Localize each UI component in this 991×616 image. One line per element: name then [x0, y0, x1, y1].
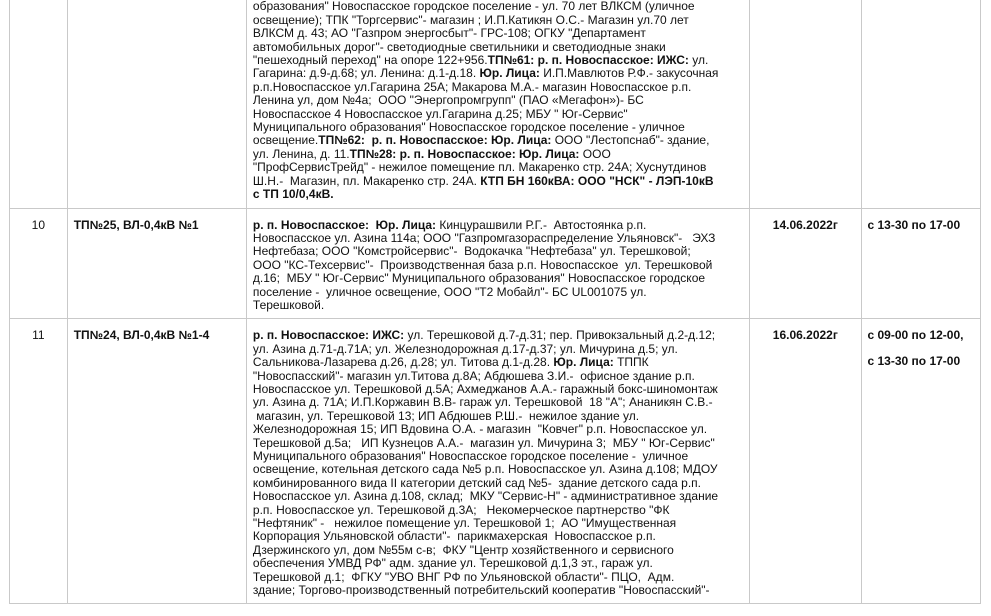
row-number — [10, 0, 68, 208]
consumer-list-line — [253, 161, 743, 174]
consumer-list-line — [253, 396, 743, 409]
consumer-list-line — [253, 450, 743, 463]
consumer-list-line — [253, 54, 743, 67]
consumer-list-line — [253, 423, 743, 436]
consumer-list-text: Ш.Н.- Магазин, пл. Макаренко стр. 24А. — [252, 173, 481, 188]
consumer-list-text: ул. — [688, 53, 709, 68]
consumer-list-line — [253, 437, 743, 450]
consumer-list-text: обеспечения УМВД РФ" адм. здание ул. Терешковой д.1,3 эт., гараж ул. — [252, 556, 653, 571]
consumer-list-text: Терешковой д.5а; ИП Кузнецов А.А.- магазин ул. Мичурина 3; МБУ " Юг-Сервис" — [252, 435, 715, 450]
power-line-name — [67, 0, 246, 208]
consumer-list-text: поселение - уличное освещение, ООО "Т2 Мобайл"- БС UL001075 ул. — [252, 284, 647, 299]
row-number: 10 — [10, 208, 68, 319]
row-number: 11 — [10, 319, 68, 604]
consumer-list-line — [253, 148, 743, 161]
consumer-list-line — [253, 41, 743, 54]
consumer-list-text: ООО "КС-Техсервис"- Производственная база р.п. Новоспасское ул. Терешковой — [252, 257, 713, 272]
outage-time-range: с 09-00 по 12-00, — [867, 328, 964, 343]
consumer-list-line — [253, 530, 743, 543]
consumer-list-text: Сальникова-Лазарева д.26, д.28; ул. Титова д.1-д.28. — [252, 355, 554, 370]
outage-date — [750, 0, 861, 208]
consumer-list-text: ул. Азина д. 71А; И.П.Коржавин В.В- гараж ул. Терешковой 18 "А"; Ананикян С.В.- — [252, 395, 713, 410]
consumer-list-bold-text: Юр. Лица: — [553, 355, 614, 370]
consumer-list-text: здание; Торгово-производственный потребительский кооператив "Новоспасский"- — [252, 583, 710, 598]
consumer-list-bold-text: ТП№62: р. п. Новоспасское: Юр. Лица: — [318, 133, 552, 148]
consumer-list-text: Корпорация Ульяновской области"- парикмахерская Новоспасское р.п. — [252, 529, 656, 544]
consumer-list-text: Железнодорожная 15; ИП Вдовина О.А. - магазин "Ковчег" р.п. Новоспасское ул. — [252, 422, 708, 437]
consumer-list-line — [253, 219, 743, 232]
consumer-list — [246, 0, 749, 208]
consumer-list-line — [253, 121, 743, 134]
outage-time — [861, 0, 981, 208]
consumer-list-text: ул. Ленина, д. 11. — [252, 146, 350, 161]
consumer-list-text: Новоспасское ул. Терешковой д.5А; Ахмеджанов А.А.- гаражный бокс-шиномонтаж — [252, 381, 718, 396]
consumer-list-text: Нефтебаза; ООО "Комстройсервис"- Водокачка "Нефтебаза" ул. Терешковой; — [252, 244, 691, 259]
table-row — [10, 208, 981, 319]
consumer-list-line — [253, 463, 743, 476]
consumer-list-text: р.п. Новоспасское ул. Терешковой д.3А; Некомерческое партнерство "ФК — [252, 502, 670, 517]
consumer-list-text: ул. Азина д.71-д.71А; ул. Железнодорожная д.17-д.37; ул. Мичурина д.5; ул. — [252, 341, 678, 356]
consumer-list-text: ул. Терешковой д.7-д.31; пер. Привокзальный д.2-д.12; — [404, 328, 716, 343]
consumer-list-line — [253, 232, 743, 245]
consumer-list-bold-text: р. п. Новоспасское: Юр. Лица: — [252, 217, 437, 232]
consumer-list-text: р.п.Новоспасское ул.Гагарина 25А; Макарова М.А.- магазин Новоспасское р.п. — [252, 79, 692, 94]
consumer-list-bold-text: ТП№28: р. п. Новоспасское: Юр. Лица: — [349, 146, 580, 161]
consumer-list-text: ВЛКСМ д. 43; АО "Газпром энергосбыт"- ГРС-108; ОГКУ "Департамент — [252, 26, 646, 41]
consumer-list-text: "пешеходный переход" на опоре 122+956. — [252, 53, 488, 68]
consumer-list-text: освещение. — [252, 133, 319, 148]
outage-date: 14.06.2022г — [750, 208, 861, 319]
consumer-list-text: ТППК — [613, 355, 649, 370]
power-line-name: ТП№24, ВЛ-0,4кВ №1-4 — [67, 319, 246, 604]
consumer-list-text: Терешковой д.1; ФГКУ "УВО ВНГ РФ по Ульяновской области"- ПЦО, Адм. — [252, 569, 675, 584]
consumer-list-text: Новоспасское ул. Азина д.108, склад; МКУ "Сервис-Н" - административное здание — [252, 489, 719, 504]
consumer-list-line — [253, 356, 743, 369]
consumer-list-line — [253, 108, 743, 121]
consumer-list-line — [253, 343, 743, 356]
consumer-list-text: магазин, ул. Терешковой 13; ИП Абдюшев Р.Ш.- нежилое здание ул. — [252, 408, 640, 423]
consumer-list-line — [253, 490, 743, 503]
consumer-list-text: Ленина ул, дом №4а; ООО "Энергопромгрупп" (ПАО «Мегафон»)- БС — [252, 93, 644, 108]
consumer-list-text: ООО "Лестопснаб"- здание, — [551, 133, 710, 148]
consumer-list-line — [253, 67, 743, 80]
consumer-list-line — [253, 286, 743, 299]
outage-time-range: с 13-30 по 17-00 — [867, 353, 961, 368]
table-body — [10, 0, 981, 604]
consumer-list-text: Терешковой. — [252, 297, 325, 312]
consumer-list-text: "Новоспасский"- магазин ул.Титова д.8А; Абдюшева З.И.- офисное здание р.п. — [252, 368, 695, 383]
consumer-list-text: ООО — [579, 146, 611, 161]
consumer-list-line — [253, 410, 743, 423]
consumer-list-text: Дзержинского ул, дом №55м с-в; ФКУ "Центр хозяйственного и сервисного — [252, 542, 674, 557]
power-line-name: ТП№25, ВЛ-0,4кВ №1 — [67, 208, 246, 319]
consumer-list — [246, 319, 749, 604]
outage-time — [861, 319, 981, 604]
consumer-list-bold-text: Юр. Лица: — [479, 66, 540, 81]
consumer-list-text: комбинированного вида II категории детский сад №5- здание детского сада р.п. — [252, 475, 701, 490]
consumer-list-text: И.П.Мавлютов Р.Ф.- закусочная — [539, 66, 719, 81]
consumer-list-line — [253, 259, 743, 272]
outage-time-range: с 13-30 по 17-00 — [867, 217, 961, 232]
consumer-list-line — [253, 245, 743, 258]
consumer-list-line — [253, 329, 743, 342]
consumer-list-bold-text: с ТП 10/0,4кВ. — [252, 187, 334, 202]
consumer-list-line — [253, 188, 743, 201]
consumer-list — [246, 208, 749, 319]
consumer-list-text: образования" Новоспасское городское поселение - ул. 70 лет ВЛКСМ (уличное — [252, 0, 695, 14]
consumer-list-text: освещение, котельная детского сада №5 р.п. Новоспасское ул. Азина д.108; МДОУ — [252, 462, 718, 477]
consumer-list-line — [253, 27, 743, 40]
consumer-list-line — [253, 14, 743, 27]
consumer-list-text: Кинцурашвили Р.Г.- Автостоянка р.п. — [436, 217, 647, 232]
consumer-list-line — [253, 571, 743, 584]
consumer-list-text: "Нефтяник" - нежилое помещение ул. Терешковой 1; АО "Имущественная — [252, 516, 677, 531]
consumer-list-line — [253, 370, 743, 383]
table-row — [10, 0, 981, 208]
consumer-list-line — [253, 544, 743, 557]
consumer-list-text: Муниципального образования" Новоспасское городское поселение - уличное — [252, 120, 685, 135]
consumer-list-text: Муниципального образования" Новоспасское городское поселение - уличное — [252, 449, 689, 463]
consumer-list-bold-text: р. п. Новоспасское: ИЖС: — [252, 328, 405, 343]
consumer-list-line — [253, 299, 743, 312]
consumer-list-line — [253, 94, 743, 107]
outage-date: 16.06.2022г — [750, 319, 861, 604]
outage-time — [861, 208, 981, 319]
consumer-list-text: Новоспасское 4 Новоспасское ул.Гагарина д.25; МБУ " Юг-Сервис" — [252, 106, 628, 121]
consumer-list-line — [253, 0, 743, 13]
consumer-list-line — [253, 272, 743, 285]
consumer-list-line — [253, 517, 743, 530]
consumer-list-text: освещение); ТПК "Торгсервис"- магазин ; И.П.Катикян О.С.- Магазин ул.70 лет — [252, 12, 689, 27]
consumer-list-line — [253, 504, 743, 517]
consumer-list-line — [253, 477, 743, 490]
consumer-list-text: автомобильных дорог"- светодиодные светильники и светодиодные знаки — [252, 39, 666, 54]
table-row — [10, 319, 981, 604]
consumer-list-text: д.16; МБУ " Юг-Сервис" Муниципального образования" Новоспасское городское — [252, 271, 706, 286]
consumer-list-text: "ПрофСервисТрейд" - нежилое помещение пл. Макаренко стр. 24А; Хуснутдинов — [252, 160, 707, 175]
consumer-list-line — [253, 584, 743, 597]
consumer-list-line — [253, 383, 743, 396]
consumer-list-text: Гагарина: д.9-д.68; ул. Ленина: д.1-д.18. — [252, 66, 480, 81]
consumer-list-text: Новоспасское ул. Азина 114а; ООО "Газпромгазораспределение Ульяновск"- ЭХЗ — [252, 230, 716, 245]
consumer-list-line — [253, 81, 743, 94]
consumer-list-bold-text: ТП№61: р. п. Новоспасское: ИЖС: — [487, 53, 689, 68]
outage-schedule-table — [9, 0, 981, 604]
consumer-list-bold-text: КТП БН 160кВА: ООО "НСК" - ЛЭП-10кВ — [480, 173, 714, 188]
consumer-list-line — [253, 557, 743, 570]
consumer-list-line — [253, 175, 743, 188]
consumer-list-line — [253, 134, 743, 147]
